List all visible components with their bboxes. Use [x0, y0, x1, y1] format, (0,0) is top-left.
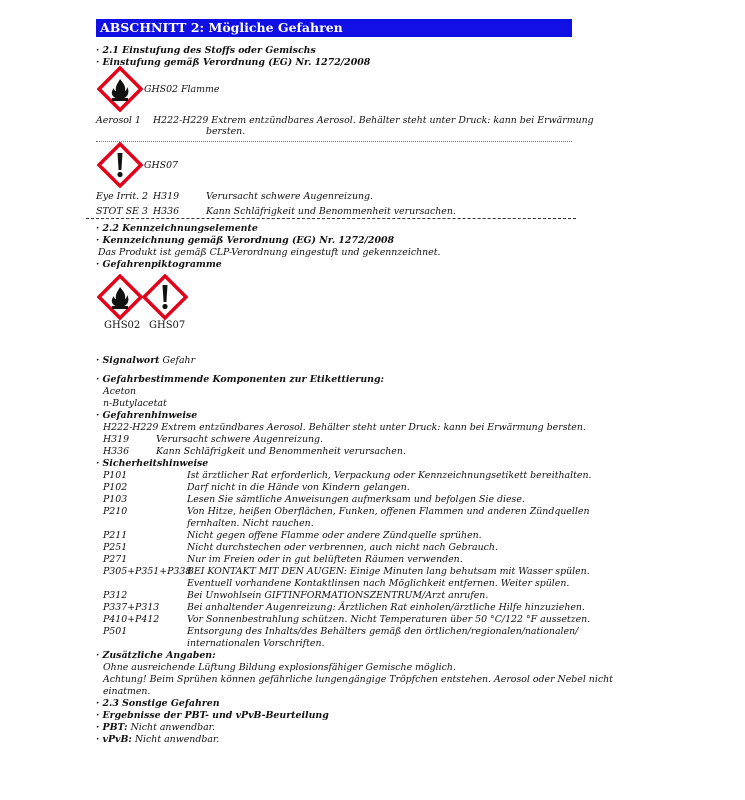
precaution-code: P211	[103, 530, 128, 541]
picto-label-ghs07: GHS07	[149, 320, 186, 331]
precaution-text: Ist ärztlicher Rat erforderlich, Verpackung oder Kennzeichnungsetikett bereithalten.	[187, 470, 592, 481]
precaution-code: P410+P412	[103, 614, 160, 625]
precaution-text: Vor Sonnenbestrahlung schützen. Nicht Temperaturen über 50 °C/122 °F aussetzen.	[187, 614, 591, 625]
stot-class: STOT SE 3	[96, 206, 148, 217]
hazard-text: Extrem entzündbares Aerosol. Behälter steht unter Druck: kann bei Erwärmung bersten.	[161, 422, 586, 433]
pbt-result	[96, 722, 215, 733]
component-item: n-Butylacetat	[103, 398, 167, 409]
precaution-text: Nicht durchstechen oder verbrennen, auch nicht nach Gebrauch.	[187, 542, 498, 553]
hazard-statement	[103, 422, 586, 433]
pictogram-heading: · Gefahrenpiktogramme	[96, 259, 222, 270]
ghs02-flame-icon	[97, 66, 143, 112]
hazard-text: Kann Schläfrigkeit und Benommenheit verursachen.	[156, 446, 406, 457]
aerosol-class: Aerosol 1	[96, 115, 141, 126]
precaution-text: Nicht gegen offene Flamme oder andere Zündquelle sprühen.	[187, 530, 482, 541]
vpvb-value: Nicht anwendbar.	[134, 734, 220, 745]
section-2-2-heading: · 2.2 Kennzeichnungselemente	[96, 223, 258, 234]
signal-word	[96, 355, 195, 366]
precaution-text: Bei Unwohlsein GIFTINFORMATIONSZENTRUM/Arzt anrufen.	[187, 590, 489, 601]
vpvb-result	[96, 734, 219, 745]
eye-irrit-code: H319	[153, 191, 180, 202]
aerosol-statement: H222-H229 Extrem entzündbares Aerosol. Behälter steht unter Druck: kann bei Erwärmung	[153, 115, 594, 126]
precaution-text: Von Hitze, heißen Oberflächen, Funken, offenen Flammen und anderen Zündquellen	[187, 506, 590, 517]
additional-info-heading: · Zusätzliche Angaben:	[96, 650, 216, 661]
hazard-text: Verursacht schwere Augenreizung.	[156, 434, 323, 445]
eye-irrit-class: Eye Irrit. 2	[96, 191, 149, 202]
precaution-code: P501	[103, 626, 128, 637]
precaution-text: BEI KONTAKT MIT DEN AUGEN: Einige Minuten lang behutsam mit Wasser spülen.	[187, 566, 590, 577]
pbt-vpvb-heading: · Ergebnisse der PBT- und vPvB-Beurteilung	[96, 710, 329, 721]
precaution-code: P305+P351+P338	[103, 566, 192, 577]
additional-info-text: Ohne ausreichende Lüftung Bildung explosionsfähiger Gemische möglich.	[103, 662, 456, 673]
precaution-text-cont: fernhalten. Nicht rauchen.	[187, 518, 314, 529]
precaution-text: Nur im Freien oder in gut belüfteten Räumen verwenden.	[187, 554, 463, 565]
stot-code: H336	[153, 206, 180, 217]
hazard-code: H222-H229	[103, 422, 159, 433]
pbt-label: · PBT:	[96, 722, 128, 733]
stot-text: Kann Schläfrigkeit und Benommenheit verursachen.	[206, 206, 456, 217]
additional-info-text-cont: einatmen.	[103, 686, 151, 697]
picto-label-ghs02: GHS02	[104, 320, 141, 331]
precaution-code: P102	[103, 482, 128, 493]
precaution-code: P101	[103, 470, 128, 481]
precaution-text: Bei anhaltender Augenreizung: Ärztlichen Rat einholen/ärztliche Hilfe hinzuziehen.	[187, 602, 585, 613]
dashed-divider	[86, 218, 576, 219]
ghs07-exclamation-icon	[142, 274, 188, 320]
precautions-heading: · Sicherheitshinweise	[96, 458, 209, 469]
ghs07-label: GHS07	[144, 160, 179, 171]
precaution-code: P251	[103, 542, 128, 553]
dotted-divider	[96, 141, 572, 142]
hazard-code: H336	[103, 446, 130, 457]
precaution-text: Entsorgung des Inhalts/des Behälters gemäß den örtlichen/regionalen/nationalen/	[187, 626, 579, 637]
hazard-statements-heading: · Gefahrenhinweise	[96, 410, 198, 421]
pbt-value: Nicht anwendbar.	[130, 722, 216, 733]
hazard-code: H319	[103, 434, 130, 445]
precaution-text: Lesen Sie sämtliche Anweisungen aufmerksam und befolgen Sie diese.	[187, 494, 525, 505]
signal-word-label: · Signalwort	[96, 355, 160, 366]
section-2-1-heading: · 2.1 Einstufung des Stoffs oder Gemischs	[96, 45, 316, 56]
ghs02-flame-icon	[97, 274, 143, 320]
precaution-code: P337+P313	[103, 602, 160, 613]
precaution-code: P103	[103, 494, 128, 505]
precaution-text-cont: Eventuell vorhandene Kontaktlinsen nach Möglichkeit entfernen. Weiter spülen.	[187, 578, 570, 589]
components-heading: · Gefahrbestimmende Komponenten zur Etikettierung:	[96, 374, 384, 385]
precaution-text: Darf nicht in die Hände von Kindern gelangen.	[187, 482, 410, 493]
aerosol-statement-cont: bersten.	[206, 126, 246, 137]
eye-irrit-text: Verursacht schwere Augenreizung.	[206, 191, 373, 202]
signal-word-value: Gefahr	[162, 355, 196, 366]
precaution-text-cont: internationalen Vorschriften.	[187, 638, 325, 649]
vpvb-label: · vPvB:	[96, 734, 132, 745]
precaution-code: P210	[103, 506, 128, 517]
section-header: ABSCHNITT 2: Mögliche Gefahren	[96, 19, 572, 37]
labelling-regulation: · Kennzeichnung gemäß Verordnung (EG) Nr. 1272/2008	[96, 235, 395, 246]
classification-regulation: · Einstufung gemäß Verordnung (EG) Nr. 1272/2008	[96, 57, 371, 68]
precaution-code: P271	[103, 554, 128, 565]
ghs07-exclamation-icon	[97, 142, 143, 188]
precaution-code: P312	[103, 590, 128, 601]
section-2-3-heading: · 2.3 Sonstige Gefahren	[96, 698, 220, 709]
additional-info-text: Achtung! Beim Sprühen können gefährliche lungengängige Tröpfchen entstehen. Aerosol oder Nebel nicht	[103, 674, 613, 685]
component-item: Aceton	[103, 386, 137, 397]
clp-statement: Das Produkt ist gemäß CLP-Verordnung eingestuft und gekennzeichnet.	[98, 247, 441, 258]
ghs02-label: GHS02 Flamme	[144, 84, 220, 95]
